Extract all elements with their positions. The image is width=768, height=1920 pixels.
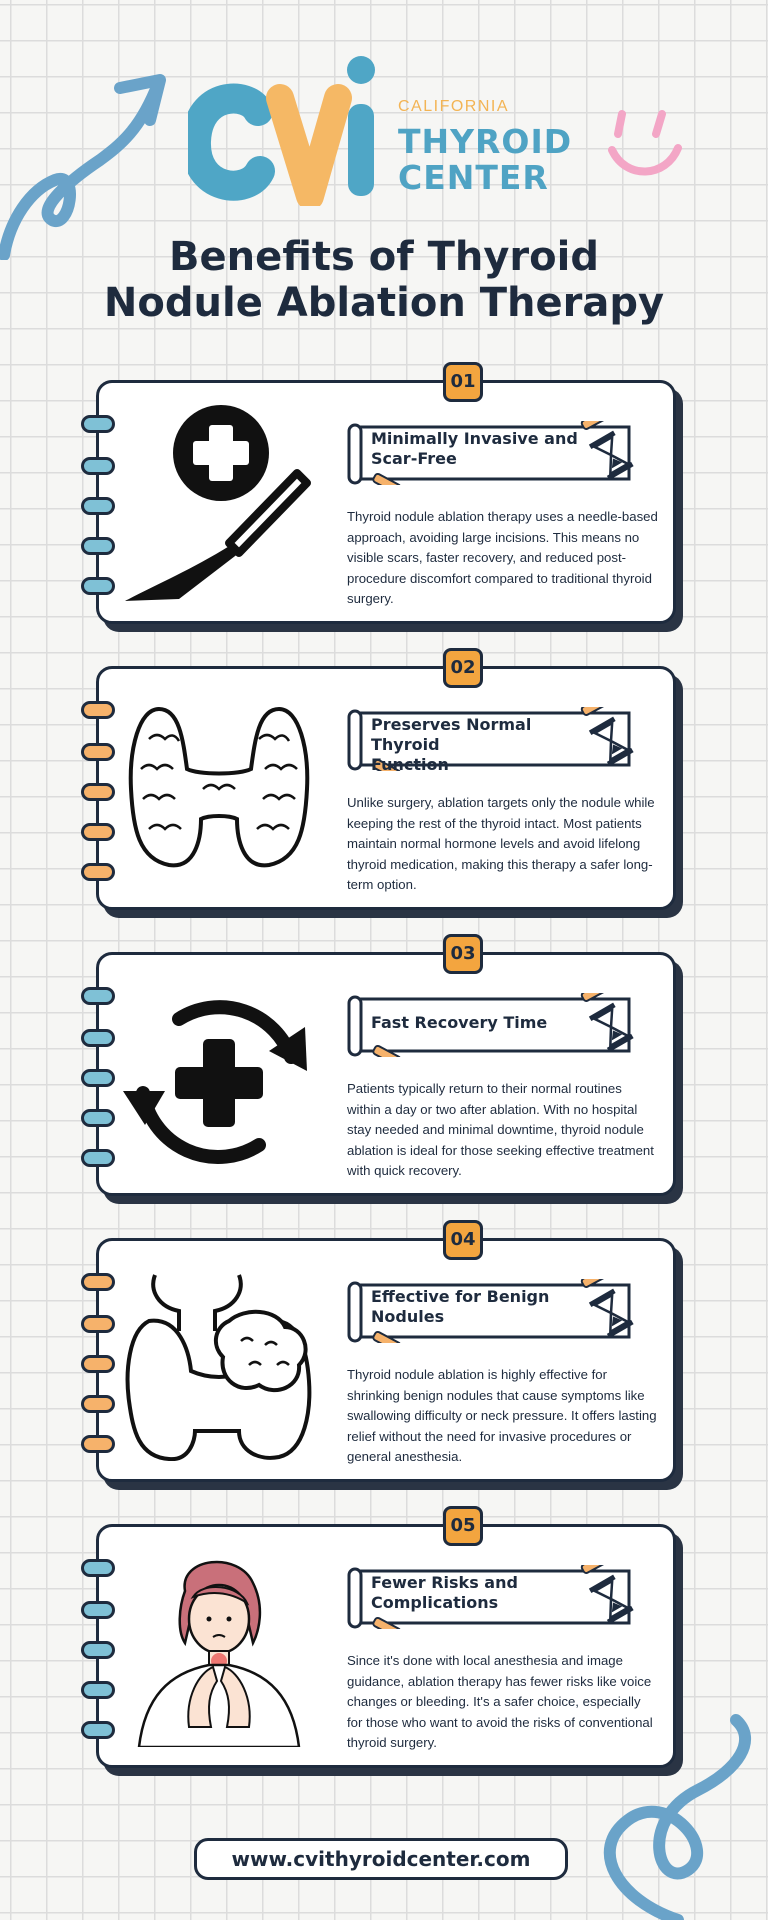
card-heading — [371, 1287, 601, 1327]
card-body: Patients typically return to their normal routines within a day or two after ablation. With no hospital stay needed and minimal downtime, thyroid nodule ablation is ideal for those seeking effective treatment with quick recovery. — [347, 1081, 654, 1178]
website-link[interactable]: www.cvithyroidcenter.com — [194, 1838, 568, 1880]
card-body: Since it's done with local anesthesia and image guidance, ablation therapy has fewer risks like voice changes or bleeding. It's a safer choice, especially for those who want to avoid the risks of conventional thyroid surgery. — [347, 1653, 653, 1750]
benefit-card-4 — [96, 1229, 676, 1482]
arrow-doodle-icon — [0, 70, 180, 260]
patient-illustration-icon — [119, 1547, 319, 1747]
card-body: Thyroid nodule ablation is highly effective for shrinking benign nodules that cause symptoms like swallowing difficulty or neck pressure. It offers lasting relief without the need for invasive procedures or general anesthesia. — [347, 1367, 657, 1464]
brand-name — [398, 124, 572, 196]
benefit-card-3 — [96, 943, 676, 1196]
card-number: 02 — [443, 648, 483, 688]
heading-line-1: Minimally Invasive and — [371, 429, 578, 448]
title-line-2: Nodule Ablation Therapy — [103, 280, 665, 326]
card-number: 03 — [443, 934, 483, 974]
heading-line-2: Nodules — [371, 1307, 445, 1326]
cvi-logo — [188, 56, 388, 206]
title-line-1: Benefits of Thyroid — [169, 234, 599, 280]
card-heading — [371, 429, 601, 469]
card-heading — [371, 1013, 601, 1033]
card-heading — [371, 715, 601, 775]
card-body: Unlike surgery, ablation targets only the nodule while keeping the rest of the thyroid intact. Most patients maintain normal hormone levels and avoid lifelong thyroid medication, making this therapy a safer long-term option. — [347, 795, 655, 892]
card-body: Thyroid nodule ablation therapy uses a needle-based approach, avoiding large incisions. This means no visible scars, faster recovery, and reduced post-procedure discomfort compared to traditional thyroid surgery. — [347, 509, 658, 606]
smiley-doodle-icon — [606, 104, 686, 184]
swirl-doodle-icon — [588, 1700, 768, 1920]
heading-line-2: Scar-Free — [371, 449, 457, 468]
heading-line-2: Function — [371, 755, 449, 774]
heading-line-1: Fewer Risks and — [371, 1573, 518, 1592]
recovery-cycle-icon — [119, 975, 319, 1175]
brand-center: CENTER — [398, 158, 549, 197]
heading-line-1: Preserves Normal Thyroid — [371, 715, 532, 754]
thyroid-nodule-icon — [119, 1261, 319, 1461]
benefit-card-2 — [96, 657, 676, 910]
page-title — [0, 234, 768, 326]
benefit-card-1 — [96, 371, 676, 624]
heading-line-2: Complications — [371, 1593, 499, 1612]
heading-line-1: Fast Recovery Time — [371, 1013, 548, 1032]
medical-scalpel-icon — [119, 403, 319, 603]
card-number: 01 — [443, 362, 483, 402]
card-heading — [371, 1573, 601, 1613]
card-number: 04 — [443, 1220, 483, 1260]
brand-thyroid: THYROID — [398, 122, 573, 161]
card-number: 05 — [443, 1506, 483, 1546]
thyroid-gland-icon — [119, 689, 319, 889]
heading-line-1: Effective for Benign — [371, 1287, 550, 1306]
brand-california: CALIFORNIA — [398, 98, 510, 115]
